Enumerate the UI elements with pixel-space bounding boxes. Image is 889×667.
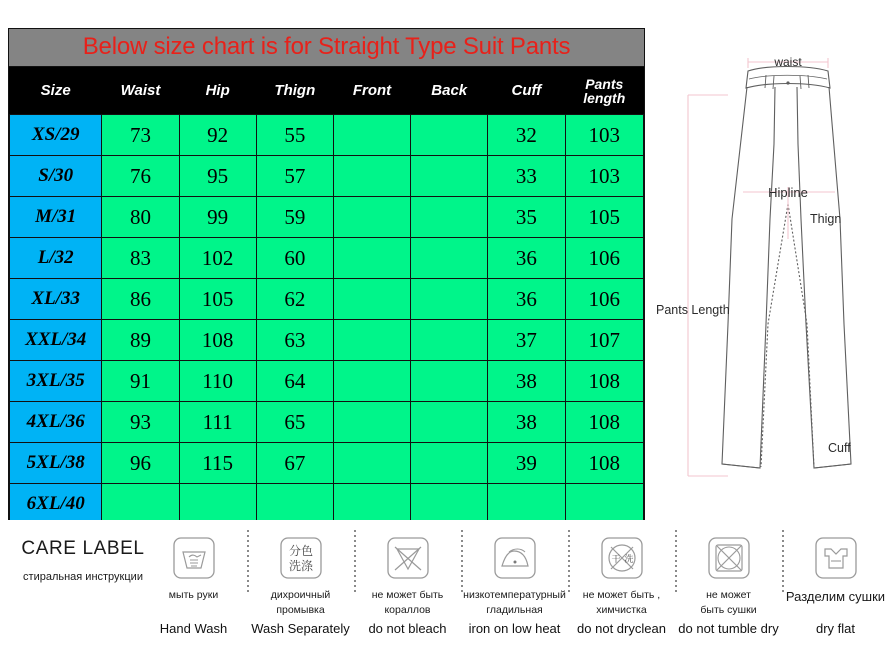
cell-pants-length: 105 [565, 197, 644, 238]
cell-front [333, 238, 410, 279]
care-item-label-en: dry flat [815, 621, 855, 636]
cell-size: 4XL/36 [10, 402, 102, 443]
cell-hip: 102 [179, 238, 256, 279]
cell-hip: 95 [179, 156, 256, 197]
cell-waist [102, 484, 179, 525]
cell-thign: 57 [256, 156, 333, 197]
do-not-bleach-icon [385, 532, 431, 584]
cell-back [411, 402, 488, 443]
label-thign: Thign [810, 212, 842, 226]
cell-back [411, 484, 488, 525]
cell-front [333, 156, 410, 197]
care-item-wash-separately [247, 524, 354, 636]
cell-hip: 115 [179, 443, 256, 484]
cell-front [333, 361, 410, 402]
label-pants-length: Pants Length [656, 303, 730, 317]
column-header-cuff: Cuff [488, 68, 565, 115]
cell-cuff: 37 [488, 320, 565, 361]
care-item-label-en: iron on low heat [468, 621, 561, 637]
cell-cuff [488, 484, 565, 525]
cell-size: M/31 [10, 197, 102, 238]
cell-back [411, 279, 488, 320]
button-icon [786, 81, 789, 84]
size-chart-block [8, 28, 645, 526]
care-item-label-ru: не может быть , химчистка [582, 589, 661, 617]
cell-waist: 91 [102, 361, 179, 402]
cell-front [333, 402, 410, 443]
table-row [10, 484, 644, 525]
cell-waist: 86 [102, 279, 179, 320]
svg-text:洗涤: 洗涤 [288, 559, 313, 573]
do-not-tumble-dry-icon [706, 532, 752, 584]
cell-back [411, 156, 488, 197]
table-row [10, 156, 644, 197]
care-item-label-ru: не может быть сушки [700, 589, 757, 617]
size-table-body [10, 115, 644, 525]
care-item-dry-flat [782, 524, 889, 636]
table-row [10, 115, 644, 156]
cell-pants-length: 106 [565, 279, 644, 320]
iron-low-heat-icon [492, 532, 538, 584]
cell-back [411, 197, 488, 238]
cell-size: 3XL/35 [10, 361, 102, 402]
table-row [10, 279, 644, 320]
cell-front [333, 197, 410, 238]
table-row [10, 402, 644, 443]
label-hipline: Hipline [768, 185, 808, 200]
cell-size: 6XL/40 [10, 484, 102, 525]
column-header-pants-length: Pants length [565, 68, 644, 115]
care-item-do-not-dryclean [568, 524, 675, 636]
column-header-waist: Waist [102, 68, 179, 115]
pants-measurement-diagram [648, 24, 889, 516]
cell-hip: 92 [179, 115, 256, 156]
right-cuff-line [814, 464, 851, 468]
cell-pants-length [565, 484, 644, 525]
care-item-do-not-bleach [354, 524, 461, 636]
do-not-dryclean-icon [599, 532, 645, 584]
svg-text:干: 干 [610, 555, 621, 565]
cell-waist: 93 [102, 402, 179, 443]
cell-cuff: 36 [488, 238, 565, 279]
cell-waist: 80 [102, 197, 179, 238]
care-item-label-en: Wash Separately [251, 621, 350, 637]
cell-waist: 83 [102, 238, 179, 279]
cell-pants-length: 108 [565, 361, 644, 402]
cell-size: XXL/34 [10, 320, 102, 361]
care-item-label-ru: дихроичный промывка [270, 589, 331, 617]
care-item-label-en: Hand Wash [159, 621, 228, 636]
cell-hip [179, 484, 256, 525]
svg-text:分色: 分色 [288, 544, 313, 558]
cell-back [411, 443, 488, 484]
care-item-label-ru: Разделим сушки [785, 589, 886, 604]
cell-front [333, 279, 410, 320]
table-row [10, 320, 644, 361]
cell-cuff: 38 [488, 361, 565, 402]
cell-cuff: 33 [488, 156, 565, 197]
cell-hip: 99 [179, 197, 256, 238]
right-leg-outline [797, 87, 851, 468]
cell-thign [256, 484, 333, 525]
cell-thign: 60 [256, 238, 333, 279]
cell-cuff: 36 [488, 279, 565, 320]
table-row [10, 361, 644, 402]
cell-hip: 108 [179, 320, 256, 361]
cell-waist: 89 [102, 320, 179, 361]
cell-pants-length: 108 [565, 402, 644, 443]
cell-back [411, 361, 488, 402]
column-header-front: Front [333, 68, 410, 115]
table-row [10, 443, 644, 484]
care-item-label-en: do not bleach [368, 621, 447, 637]
cell-front [333, 320, 410, 361]
column-header-hip: Hip [179, 68, 256, 115]
care-item-label-ru: низкотемпературный гладильная [463, 589, 566, 617]
cell-hip: 111 [179, 402, 256, 443]
cell-back [411, 238, 488, 279]
cell-waist: 73 [102, 115, 179, 156]
cell-pants-length: 107 [565, 320, 644, 361]
svg-text:洗: 洗 [623, 555, 634, 565]
cell-pants-length: 103 [565, 115, 644, 156]
care-item-hand-wash [140, 524, 247, 636]
inseam-right-dashed [788, 204, 814, 467]
care-item-label-ru: не может быть кораллов [371, 589, 444, 617]
dry-flat-icon [813, 532, 859, 584]
cell-thign: 67 [256, 443, 333, 484]
size-table [9, 67, 644, 525]
cell-pants-length: 108 [565, 443, 644, 484]
care-item-label-en: do not dryclean [577, 621, 666, 637]
pants-diagram-svg [648, 24, 889, 516]
column-header-size: Size [10, 68, 102, 115]
cell-size: XL/33 [10, 279, 102, 320]
cell-thign: 64 [256, 361, 333, 402]
table-row [10, 238, 644, 279]
cell-cuff: 38 [488, 402, 565, 443]
cell-front [333, 484, 410, 525]
table-header-row [10, 68, 644, 115]
wash-separately-icon [278, 532, 324, 584]
cell-thign: 62 [256, 279, 333, 320]
cell-cuff: 39 [488, 443, 565, 484]
cell-size: XS/29 [10, 115, 102, 156]
cell-cuff: 32 [488, 115, 565, 156]
waistband-inner-line [749, 75, 827, 79]
cell-front [333, 443, 410, 484]
left-cuff-line [722, 464, 760, 468]
cell-front [333, 115, 410, 156]
label-waist: waist [774, 55, 802, 69]
care-item-label-ru: мыть руки [168, 589, 219, 601]
cell-thign: 55 [256, 115, 333, 156]
table-row [10, 197, 644, 238]
left-leg-outline [722, 87, 775, 468]
care-symbol-list [140, 524, 889, 667]
care-label-heading-wrap [8, 538, 158, 583]
column-header-thign: Thign [256, 68, 333, 115]
cell-cuff: 35 [488, 197, 565, 238]
chart-title: Below size chart is for Straight Type Suit Pants [9, 29, 644, 67]
cell-size: 5XL/38 [10, 443, 102, 484]
care-item-iron-low-heat [461, 524, 568, 636]
cell-thign: 65 [256, 402, 333, 443]
care-item-label-en: do not tumble dry [678, 621, 779, 637]
cell-waist: 76 [102, 156, 179, 197]
care-label-title: CARE LABEL [21, 538, 145, 559]
care-label-title-ru: стиральная инструкции [23, 571, 143, 583]
cell-back [411, 320, 488, 361]
cell-pants-length: 106 [565, 238, 644, 279]
care-label-section [0, 520, 889, 667]
cell-back [411, 115, 488, 156]
cell-hip: 110 [179, 361, 256, 402]
cell-pants-length: 103 [565, 156, 644, 197]
cell-thign: 59 [256, 197, 333, 238]
care-item-do-not-tumble-dry [675, 524, 782, 636]
cell-hip: 105 [179, 279, 256, 320]
hand-wash-icon [171, 532, 217, 584]
cell-size: L/32 [10, 238, 102, 279]
column-header-back: Back [411, 68, 488, 115]
label-cuff: Cuff [828, 441, 851, 455]
cell-size: S/30 [10, 156, 102, 197]
cell-thign: 63 [256, 320, 333, 361]
cell-waist: 96 [102, 443, 179, 484]
